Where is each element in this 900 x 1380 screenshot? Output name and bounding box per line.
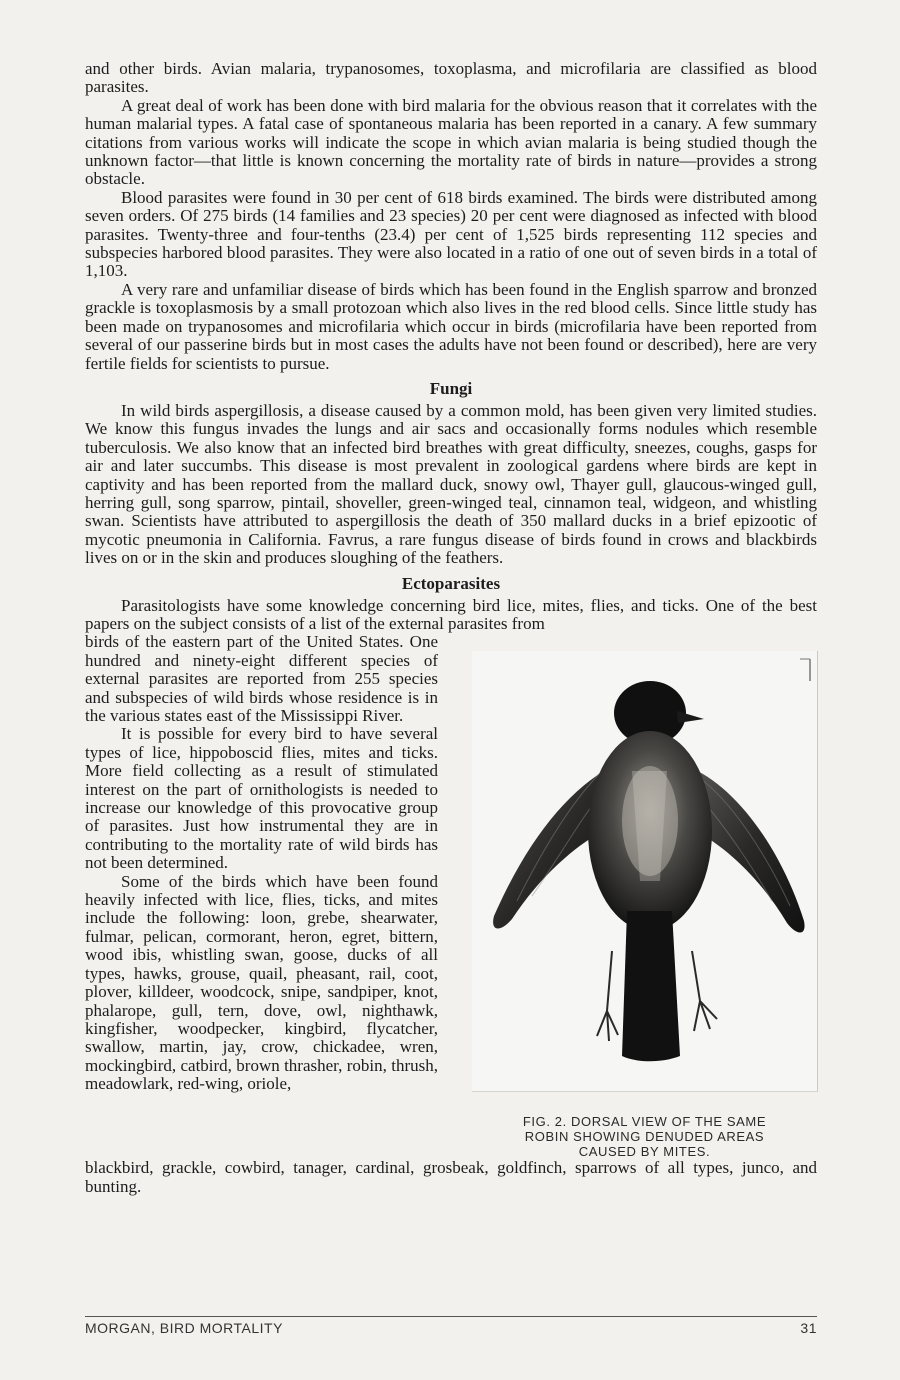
paragraph: A great deal of work has been done with bird malaria for the obvious reason that it correlates with the human malarial types. A fatal case of spontaneous malaria has been reported in a canary. A few summary citations from various works will indicate the scope in which avian malaria is being studied though the unknown factor—that little is known concerning the mortality rate of birds in nature—provides a strong obstacle. xyxy=(85,95,817,189)
page-number: 31 xyxy=(800,1320,817,1336)
page-footer xyxy=(85,1316,817,1336)
running-head: MORGAN, BIRD MORTALITY xyxy=(85,1320,283,1336)
paragraph: Blood parasites were found in 30 per cent of 618 birds examined. The birds were distributed among seven orders. Of 275 birds (14 families and 23 species) 20 per cent were diagnosed as infected with blood parasites. Twenty-three and four-tenths (23.4) per cent of 1,525 birds representing 112 species and subspecies harbored blood parasites. They were also located in a ratio of one out of seven birds in a total of 1,103. xyxy=(85,187,817,281)
caption-line: CAUSED BY MITES. xyxy=(578,1144,711,1160)
article-body xyxy=(85,60,817,1196)
paragraph: and other birds. Avian malaria, trypanosomes, toxoplasma, and microfilaria are classified as blood parasites. xyxy=(85,59,817,97)
caption-line: FIG. 2. DORSAL VIEW OF THE SAME xyxy=(522,1114,767,1130)
paragraph: In wild birds aspergillosis, a disease caused by a common mold, has been given very limited studies. We know this fungus invades the lungs and air sacs and occasionally forms nodules which resemble tuberculosis. We also know that an infected bird breathes with great difficulty, sneezes, coughs, gasps for air and later succumbs. This disease is most prevalent in zoological gardens where birds are kept in captivity and has been reported from the mallard duck, snowy owl, Thayer gull, glaucous-winged gull, herring gull, song sparrow, pintail, shoveller, green-winged teal, cinnamon teal, widgeon, and whistling swan. Scientists have attributed to aspergillosis the death of 350 mallard ducks in a brief epizootic of mycotic pneumonia in California. Favrus, a rare fungus disease of birds found in crows and blackbirds lives on or in the skin and produces sloughing of the feathers. xyxy=(85,400,817,568)
figure-caption xyxy=(472,1114,817,1159)
paragraph: It is possible for every bird to have several types of lice, hippoboscid flies, mites and ticks. More field collecting as a result of stimulated interest on the part of ornithologists is needed to increase our knowledge of this provocative group of parasites. Just how instrumental they are in contributing to the mortality rate of wild birds has not been determined. xyxy=(85,724,438,873)
paragraph: birds of the eastern part of the United States. One hundred and ninety-eight different species of external parasites are reported from 255 species and subspecies of wild birds whose residence is in the various states east of the Mississippi River. xyxy=(85,632,438,725)
robin-dorsal-image xyxy=(472,651,817,1091)
robin-photo xyxy=(472,651,818,1092)
paragraph: Some of the birds which have been found heavily infected with lice, flies, ticks, and mites include the following: loon, grebe, shearwater, fulmar, pelican, cormorant, heron, egret, bittern, wood ibis, whistling swan, goose, ducks of all types, hawks, grouse, quail, pheasant, rail, coot, plover, killdeer, woodcock, snipe, sandpiper, knot, phalarope, gull, tern, dove, owl, nighthawk, kingfisher, woodpecker, kingbird, flycatcher, swallow, martin, jay, crow, chickadee, wren, mockingbird, catbird, brown thrasher, robin, thrush, meadowlark, red-wing, oriole, xyxy=(85,871,438,1094)
text-column xyxy=(85,633,438,1093)
paragraph: Parasitologists have some knowledge concerning bird lice, mites, flies, and ticks. One of the best papers on the subject consists of a list of the external parasites from xyxy=(85,595,817,633)
caption-line: ROBIN SHOWING DENUDED AREAS xyxy=(524,1129,765,1145)
paragraph: blackbird, grackle, cowbird, tanager, cardinal, grosbeak, goldfinch, sparrows of all types, junco, and bunting. xyxy=(85,1158,817,1196)
text-with-figure xyxy=(85,633,817,1159)
figure xyxy=(472,651,817,1159)
section-heading-fungi: Fungi xyxy=(429,378,473,398)
paragraph: A very rare and unfamiliar disease of birds which has been found in the English sparrow and bronzed grackle is toxoplasmosis by a small protozoan which also lives in the red blood cells. Since little study has been made on trypanosomes and microfilaria which occur in birds (microfilaria have been reported from several of our passerine birds but in most cases the adults have not been found or described), here are very fertile fields for scientists to pursue. xyxy=(85,279,817,373)
section-heading-ectoparasites: Ectoparasites xyxy=(401,573,501,593)
